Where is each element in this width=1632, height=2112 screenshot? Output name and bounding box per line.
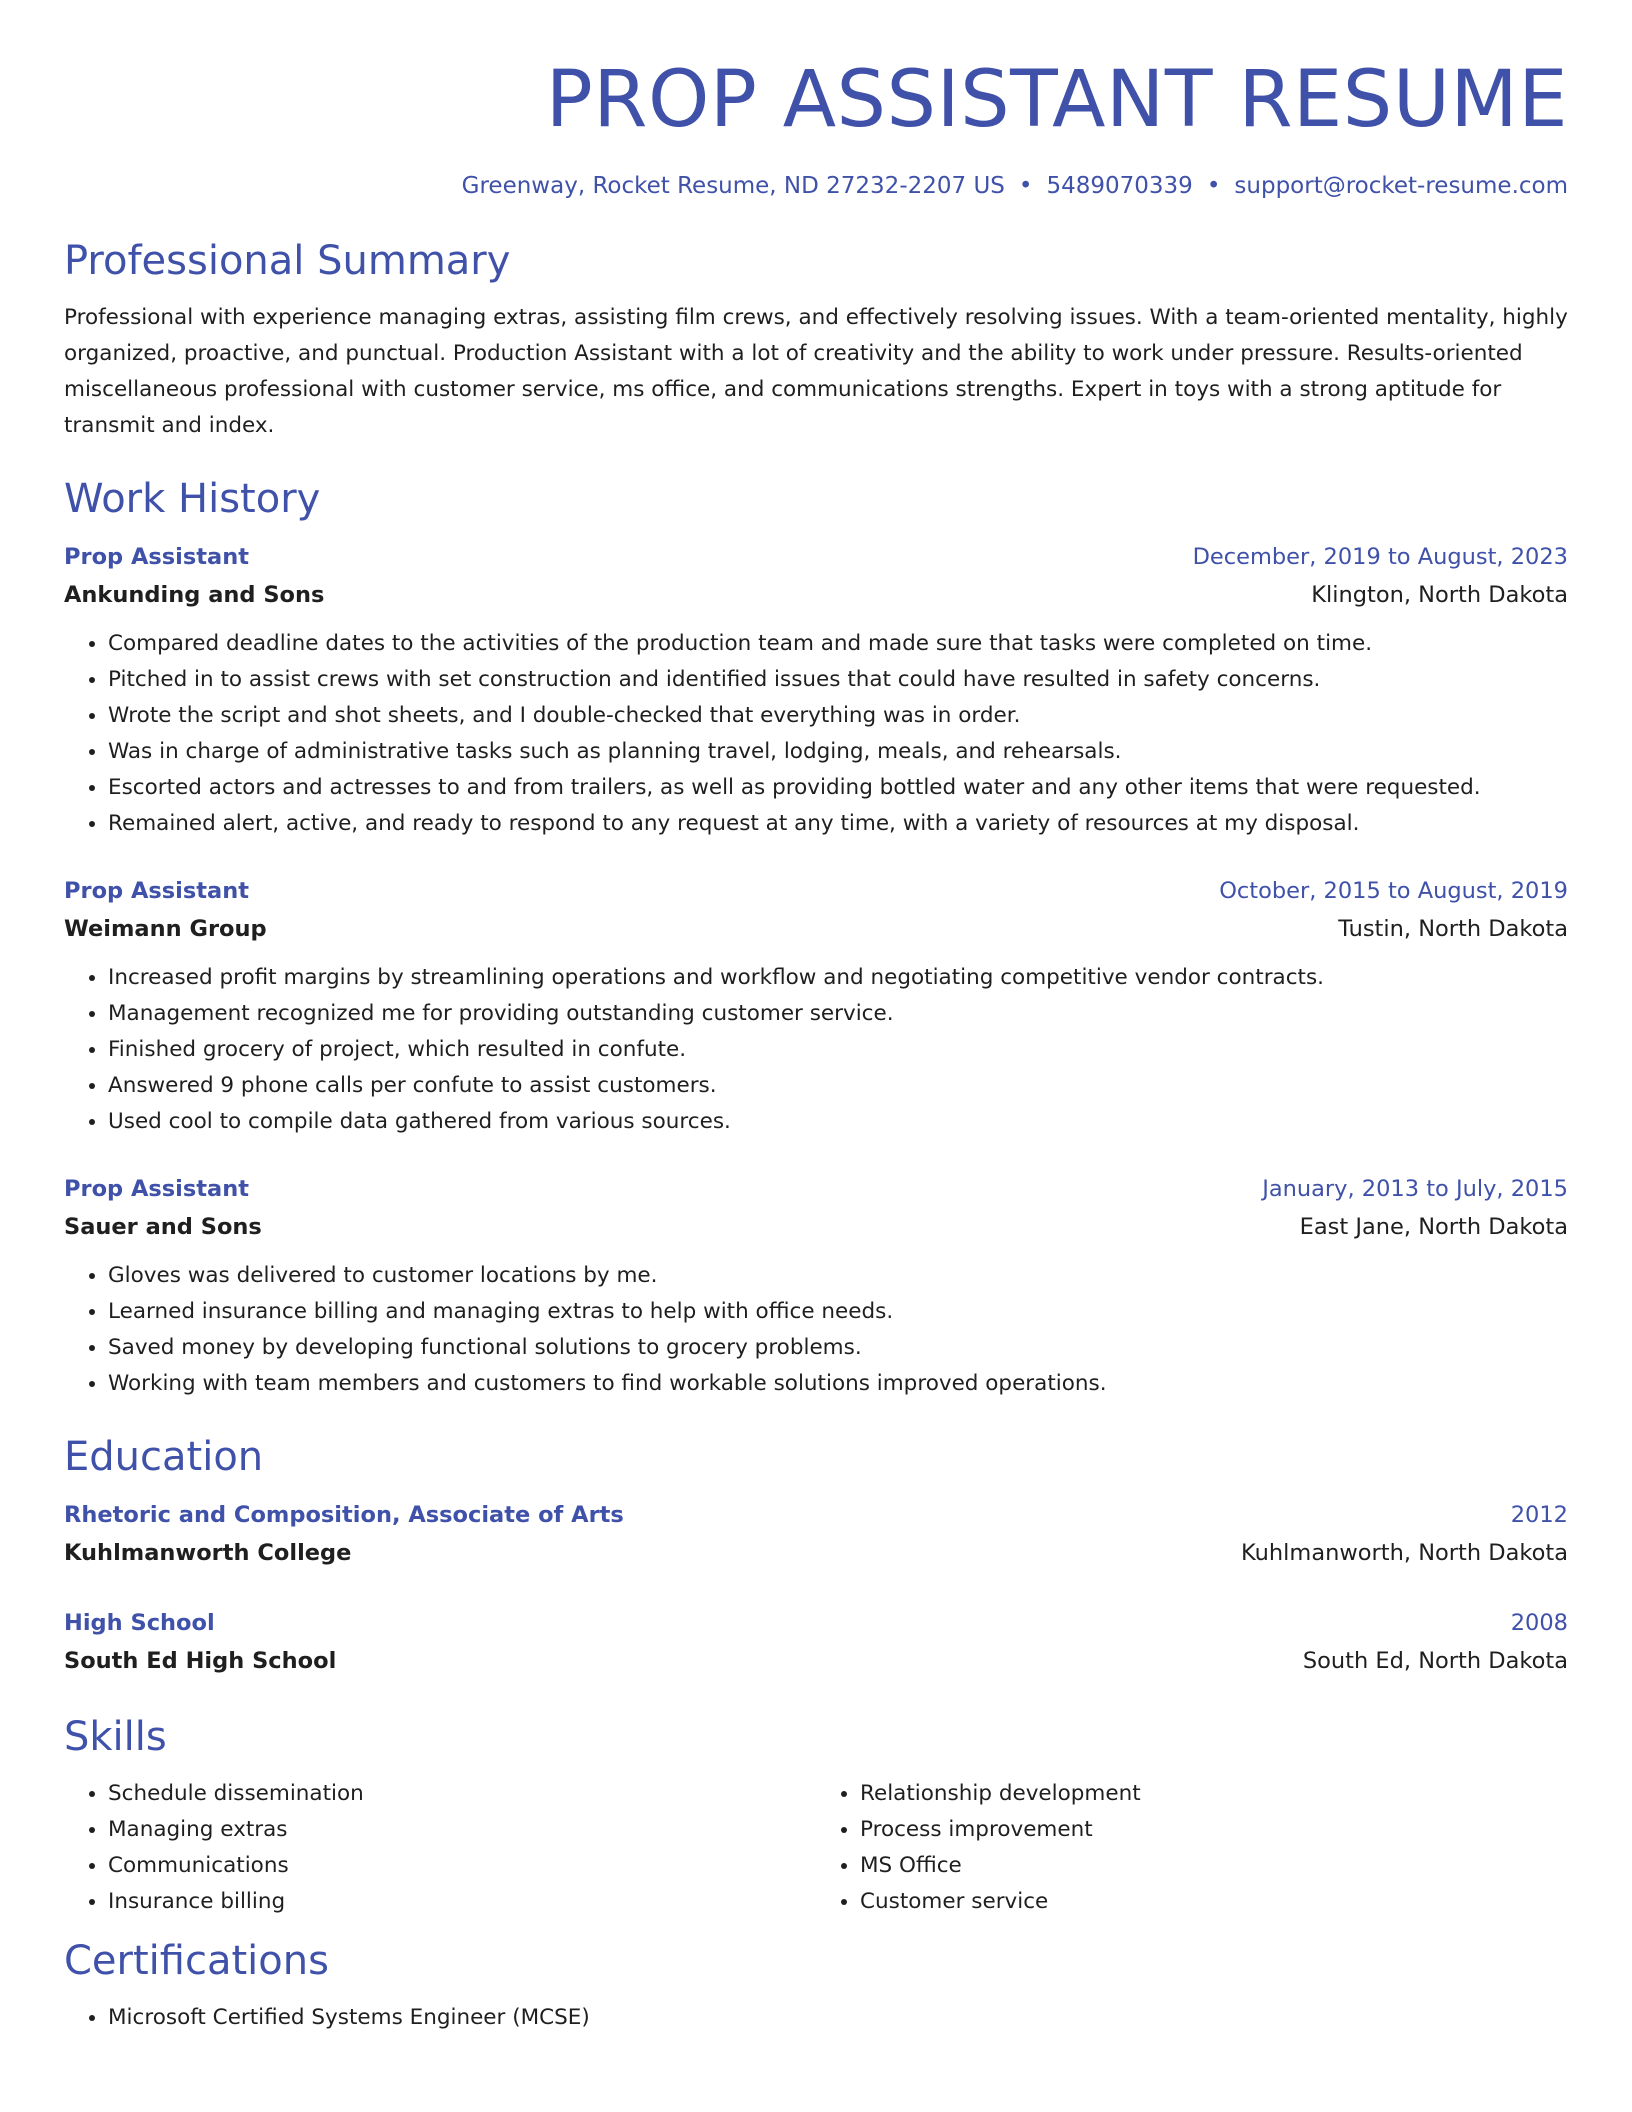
job-role: Prop Assistant (64, 544, 249, 570)
job-location: Klington, North Dakota (1311, 582, 1568, 608)
skills-heading: Skills (64, 1714, 167, 1760)
education-header-row (64, 1604, 1568, 1642)
job-bullet: • Remained alert, active, and ready to respond to any request at any time, with a variety of resources at my disposal. (108, 806, 1568, 842)
job-company: Ankunding and Sons (64, 582, 325, 608)
skill-item: • Customer service (860, 1884, 1568, 1920)
job-bullet: • Escorted actors and actresses to and from trailers, as well as providing bottled water and any other items that were requested. (108, 770, 1568, 806)
job-company-row (64, 1208, 1568, 1246)
job-bullets (64, 960, 1568, 1140)
education-school-row (64, 1642, 1568, 1680)
skill-item: • MS Office (860, 1848, 1568, 1884)
certifications-list (64, 2000, 1568, 2036)
job-location: East Jane, North Dakota (1299, 1214, 1568, 1240)
job-bullet: • Compared deadline dates to the activities of the production team and made sure that tasks were completed on time. (108, 626, 1568, 662)
contact-address: Greenway, Rocket Resume, ND 27232-2207 US (461, 173, 1005, 199)
job-role: Prop Assistant (64, 878, 249, 904)
job-bullets (64, 1258, 1568, 1402)
summary-text: Professional with experience managing extras, assisting film crews, and effectively resolving issues. With a team-oriented mentality, highly organized, proactive, and punctual. Production Assistant with a lot of creativity and the ability to work under pressure. Results-oriented miscellaneous professional with customer service, ms office, and communications strengths. Expert in toys with a strong aptitude for transmit and index. (64, 305, 1568, 438)
skill-item: • Relationship development (860, 1776, 1568, 1812)
job-bullet: • Gloves was delivered to customer locations by me. (108, 1258, 1568, 1294)
job-role: Prop Assistant (64, 1176, 249, 1202)
job-company: Sauer and Sons (64, 1214, 262, 1240)
job-bullet: • Wrote the script and shot sheets, and I double-checked that everything was in order. (108, 698, 1568, 734)
job-bullet: • Increased profit margins by streamlining operations and workflow and negotiating competitive vendor contracts. (108, 960, 1568, 996)
education-location: South Ed, North Dakota (1302, 1648, 1568, 1674)
job-bullet: • Working with team members and customers to find workable solutions improved operations. (108, 1366, 1568, 1402)
contact-email: support@rocket-resume.com (1234, 173, 1568, 199)
education-school: Kuhlmanworth College (64, 1540, 352, 1566)
contact-line (64, 170, 1568, 202)
job-header-row (64, 872, 1568, 910)
education-location: Kuhlmanworth, North Dakota (1241, 1540, 1568, 1566)
education-heading: Education (64, 1434, 264, 1480)
contact-separator: • (1018, 173, 1033, 199)
job-company-row (64, 910, 1568, 948)
education-entry (64, 1496, 1568, 1572)
certification-item: • Microsoft Certified Systems Engineer (MCSE) (108, 2000, 1568, 2036)
job-bullets (64, 626, 1568, 842)
job-company: Weimann Group (64, 916, 267, 942)
education-school-row (64, 1534, 1568, 1572)
job-dates: October, 2015 to August, 2019 (1219, 878, 1568, 904)
job-bullet: • Finished grocery of project, which resulted in confute. (108, 1032, 1568, 1068)
skill-item: • Managing extras (108, 1812, 816, 1848)
job-dates: January, 2013 to July, 2015 (1262, 1176, 1568, 1202)
job-bullet: • Pitched in to assist crews with set construction and identified issues that could have resulted in safety concerns. (108, 662, 1568, 698)
job-bullet: • Learned insurance billing and managing extras to help with office needs. (108, 1294, 1568, 1330)
contact-phone: 5489070339 (1046, 173, 1193, 199)
education-year: 2008 (1510, 1610, 1568, 1636)
skills-list-left (64, 1776, 816, 1920)
education-school: South Ed High School (64, 1648, 337, 1674)
job-entry (64, 872, 1568, 1140)
job-location: Tustin, North Dakota (1338, 916, 1568, 942)
job-header-row (64, 538, 1568, 576)
job-entry (64, 1170, 1568, 1402)
education-entry (64, 1604, 1568, 1680)
work-history-heading: Work History (64, 476, 321, 522)
job-bullet: • Answered 9 phone calls per confute to assist customers. (108, 1068, 1568, 1104)
job-company-row (64, 576, 1568, 614)
job-header-row (64, 1170, 1568, 1208)
job-bullet: • Management recognized me for providing outstanding customer service. (108, 996, 1568, 1032)
skill-item: • Process improvement (860, 1812, 1568, 1848)
contact-separator: • (1206, 173, 1221, 199)
education-year: 2012 (1510, 1502, 1568, 1528)
job-bullet: • Was in charge of administrative tasks such as planning travel, lodging, meals, and rehearsals. (108, 734, 1568, 770)
job-entry (64, 538, 1568, 842)
skills-grid (64, 1776, 1568, 1920)
skill-item: • Communications (108, 1848, 816, 1884)
education-header-row (64, 1496, 1568, 1534)
education-degree: Rhetoric and Composition, Associate of Arts (64, 1502, 624, 1528)
job-dates: December, 2019 to August, 2023 (1192, 544, 1568, 570)
skills-list-right (816, 1776, 1568, 1920)
summary-heading: Professional Summary (64, 238, 511, 284)
resume-title: PROP ASSISTANT RESUME (545, 55, 1568, 145)
education-degree: High School (64, 1610, 215, 1636)
job-bullet: • Used cool to compile data gathered from various sources. (108, 1104, 1568, 1140)
certifications-heading: Certifications (64, 1938, 329, 1984)
job-bullet: • Saved money by developing functional solutions to grocery problems. (108, 1330, 1568, 1366)
skill-item: • Schedule dissemination (108, 1776, 816, 1812)
skill-item: • Insurance billing (108, 1884, 816, 1920)
